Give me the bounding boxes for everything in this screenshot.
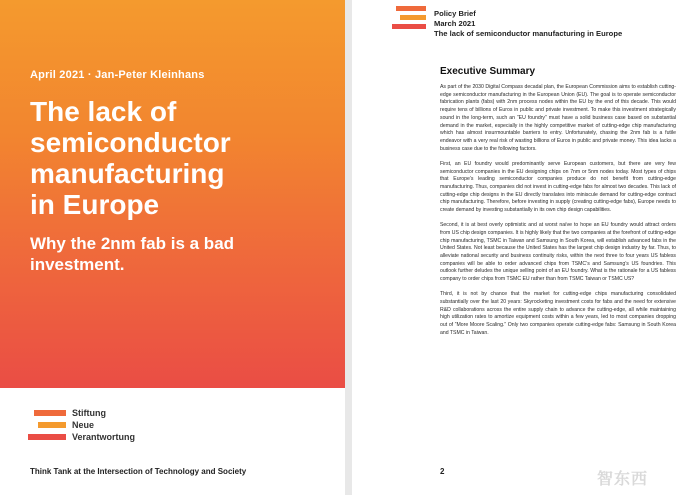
logo-bar [38,422,66,428]
body-paragraph: Second, it is at best overly optimistic and at worst naïve to hope an EU foundry would attract orders from US chip design companies. It is highly likely that the two companies at the forefront of cutting-edge chip manufacturing, TSMC in Taiwan and Samsung in South Korea, will establish advanced fabs in the United States. Not least because the United States has the largest chip design industry by far. Thus, to alleviate national security and business continuity risks, within the next three to four years US fabless companies will be able to order advanced chips from TSMC’s and Samsung’s US foundries. This outlook further deludes the unique selling point of an EU foundry. What is the rationale for a US fabless company to order chips from TSMC EU rather than from TSMC Taiwan or TSMC US? [440,222,676,283]
cover-title [30,96,330,220]
logo-bar [400,15,426,20]
cover-title-line: manufacturing [30,158,225,189]
logo-bar [396,6,426,11]
brief-date: March 2021 [434,19,476,28]
cover-title-line: semiconductor [30,127,231,158]
logo-bar [34,410,66,416]
watermark-text: 智东西 [597,471,649,488]
body-paragraph: Third, it is not by chance that the market for cutting-edge chips manufacturing consolidated substantially over the last 20 years: Skyrocketing investment costs for fabs and the need for extensive R&D collaborations across the entire supply chain to advance the cutting-edge, all while maintaining high utilization rates to amortize equipment costs within a few years, led to most companies dropping out of “More Moore Scaling.” Only two companies operate cutting-edge fabs: Samsung in South Korea and TSMC in Taiwan. [440,291,676,336]
brief-title: The lack of semiconductor manufacturing in Europe [434,29,623,38]
section-title: Executive Summary [440,66,536,77]
cover-subtitle-line: Why the 2nm fab is a bad [30,234,235,253]
cover-title-line: The lack of [30,96,177,127]
logo-text-line: Neue [72,420,95,430]
cover-subtitle-line: investment. [30,255,125,274]
executive-summary-body [440,84,676,345]
cover-title-line: in Europe [30,189,160,220]
logo-bar [392,24,426,29]
cover-subtitle [30,233,330,275]
body-paragraph: First, an EU foundry would predominantly serve European customers, but there are very few semiconductor companies in the EU designing chips on 7nm or 5nm nodes today. Most types of chips that Europe’s leading semiconductor companies produce do not benefit from cutting-edge manufacturing. Thus, companies did not invest in cutting-edge fabs for almost two decades. This lack of cutting-edge chip designs in the EU directly translates into miniscule demand for cutting-edge contract chip manufacturing. Therefore, before investing in supply (creating cutting-edge fabs), Europe needs to create demand by investing substantially in its own chip design capabilities. [440,160,676,214]
policy-brief-header [434,9,622,39]
logo-text-line: Stiftung [72,408,106,418]
brief-label: Policy Brief [434,9,476,18]
logo-bar [28,434,66,440]
cover-page [0,0,345,495]
inner-page [352,0,700,495]
logo-text-line: Verantwortung [72,432,136,442]
page-number: 2 [440,467,445,476]
cover-footer-tagline: Think Tank at the Intersection of Technology and Society [30,467,247,476]
body-paragraph: As part of the 2030 Digital Compass decadal plan, the European Commission aims to establish cutting-edge semiconductor manufacturing in the European Union (EU). The goal is to operate semiconductor fabrication plants (fabs) with 2nm process nodes within the EU by the end of this decade. This would require tens of billions of Euros in public and private investment. To make this investment strategically sound in the long-term, such an “EU foundry” must have a solid business case based on substantial demand in the market, especially in the highly competitive market of cutting-edge chip manufacturing which has almost insurmountable barriers to entry. Unfortunately, chasing the 2nm fab is a futile endeavor with a very real risk of wasting billions of Euros in public and private money. This idea lacks a business case due to the following factors. [440,84,676,152]
cover-date-author: April 2021 · Jan-Peter Kleinhans [30,69,205,81]
